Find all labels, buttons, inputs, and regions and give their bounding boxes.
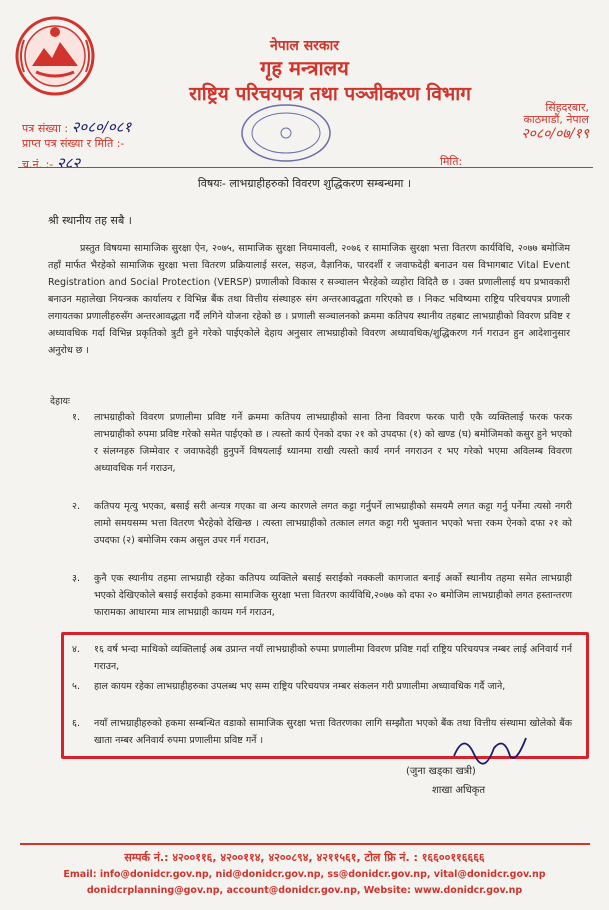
list-item: [72, 678, 572, 695]
letter-date: २०८०/०७/१९: [521, 126, 589, 142]
item-text: १६ वर्ष भन्दा माथिको व्यक्तिलाई अब उप्रान्त नयाँ लाभग्राहीको रुपमा प्रणालीमा विवरण प्रविष्ट गर्दा राष्ट्रिय परिचयपत्र नम्बर लाई अनिवार्य गर्न गराउन,: [94, 644, 572, 672]
header-government: नेपाल सरकार: [269, 38, 339, 54]
footer-email-line-2: donidcrplanning@gov.np, account@donidcr.gov.np, Website: www.donidcr.gov.np: [86, 885, 523, 896]
item-number: ५.: [72, 681, 80, 692]
footer-email-line-1: Email: info@donidcr.gov.np, nid@donidcr.gov.np, ss@donidcr.gov.np, vital@donidcr.gov.np: [63, 869, 546, 880]
signatory-title: शाखा अधिकृत: [432, 785, 486, 796]
item-number: ६.: [72, 718, 80, 729]
item-text: नयाँ लाभग्राहीहरुको हकमा सम्बन्धित वडाको सामाजिक सुरक्षा भत्ता वितरणका लागि सम्झौता भएको बैंक तथा वित्तीय संस्थामा खोलेको बैंक खाता नम्बर अनिवार्य रुपमा प्रणालीमा प्रविष्ट गर्ने ।: [94, 718, 572, 746]
addressee: श्री स्थानीय तह सबै ।: [48, 214, 132, 227]
footer-contact: सम्पर्क नं.: ४२००११६, ४२००११४, ४२००८९४, ४२११५६१, टोल फ्रि नं. : १६६००११६६६६: [124, 851, 485, 864]
item-number: १.: [72, 412, 80, 423]
item-text: कतिपय मृत्यु भएका, बसाई सरी अन्यत्र गएका वा अन्य कारणले लगत कट्टा गर्नुपर्ने लाभग्राहीको समयमै लगत कट्टा गर्नु पर्नेमा त्यसो नगरी लामो समयसम्म भत्ता वितरण भैरहेको देखिन्छ । त्यस्ता लाभग्राहीको तत्काल लगत कट्टा गरी भुक्तान भएको भत्ता रकम ऐनको दफा २१ को उपदफा (२) बमोजिम रकम असुल उपर गर्न गराउन,: [94, 501, 572, 546]
list-item: [72, 409, 572, 477]
item-text: हाल कायम रहेका लाभग्राहीहरुका उपलब्ध भए सम्म राष्ट्रिय परिचयपत्र नम्बर संकलन गरी प्रणालीमा अध्यावधिक गर्दै जाने,: [94, 681, 506, 692]
body-paragraph: प्रस्तुत विषयमा सामाजिक सुरक्षा ऐन, २०७५, सामाजिक सुरक्षा नियमावली, २०७६ र सामाजिक सुरक्षा भत्ता वितरण कार्यविधि, २०७७ बमोजिम तहाँ मार्फत भैरहेको सामाजिक सुरक्षा भत्ता वितरण प्रक्रियालाई सरल, सहज, वैज्ञानिक, पारदर्शी र जवाफदेही बनाउन यस विभागबाट Vital Event Registration and Social Protection (VERSP) प्रणालीको विकास र सञ्चालन भैरहेको व्यहोरा विदितै छ । उक्त प्रणालीलाई थप प्रभावकारी बनाउन महालेखा नियन्त्रक कार्यालय र विभिन्न बैंक तथा वित्तीय संस्थाहरु संग अन्तरआवद्धता गरिएको छ । निकट भविष्यमा राष्ट्रिय परिचयपत्र प्रणाली लगायतका प्रणालीहरुसँग अन्तरआवद्धता गर्दै लगिने योजना रहेको छ । प्रणाली सञ्चालनको क्रममा कतिपय स्थानीय तहबाट लाभग्राहीको विवरण प्रविष्ट र अध्यावधिक गर्दा विभिन्न प्रकृतिको त्रुटी हुने गरेको पाईएकोले देहाय अनुसार लाभग्राहीको विवरण अध्यावधिक/शुद्धिकरण गर्न गराउन हुन आदेशानुसार अनुरोध छ ।: [48, 243, 570, 356]
office-stamp-icon: [238, 102, 334, 164]
chalani-row: [22, 153, 80, 173]
footer-divider: [20, 843, 590, 845]
item-text: कुनै एक स्थानीय तहमा लाभग्राही रहेका कतिपय व्यक्तिले बसाई सराईको नक्कली कागजात बनाई अर्को स्थानीय तहमा समेत लाभग्राही भएको देखिएकोले बसाई सराईको हकमा सामाजिक सुरक्षा भत्ता वितरण कार्यविधि,२०७७ को दफा २० बमोजिम लाभग्राहीको लगत हस्तान्तरण फारामका आधारमा मात्र लाभग्राही कायम गर्न गराउन,: [94, 573, 572, 618]
patra-value: २०८०/०८१: [71, 118, 132, 136]
signatory-name: (जुना खड्का खत्री): [406, 766, 476, 777]
dehai-label: देहायः: [50, 396, 70, 407]
letter-subject: विषयः- लाभग्राहीहरुको विवरण शुद्धिकरण सम्बन्धमा ।: [197, 177, 412, 190]
patra-label: पत्र संख्या :: [22, 122, 69, 135]
list-item: [72, 498, 572, 549]
office-name: सिंहदरबार,: [545, 101, 589, 114]
chalani-label: च.नं. :-: [22, 158, 54, 171]
item-number: २.: [72, 501, 80, 512]
item-number: ४.: [72, 644, 80, 655]
header-department: राष्ट्रिय परिचयपत्र तथा पञ्जीकरण विभाग: [189, 83, 471, 105]
office-location: काठमाडौं, नेपाल: [523, 113, 589, 126]
chalani-value: २८२: [56, 154, 81, 172]
item-number: ३.: [72, 573, 80, 584]
item-text: लाभग्राहीको विवरण प्रणालीमा प्रविष्ट गर्ने क्रममा कतिपय लाभग्राहीको साना तिना विवरण फरक पारी एकै व्यक्तिलाई फरक फरक लाभग्राहीको रुपमा प्रविष्ट गरेको समेत पाईएको छ । त्यस्तो कार्य ऐनको दफा २१ को उपदफा (१) को खण्ड (घ) बमोजिमको कसुर हुने भएको र संलग्नहरु जिम्मेवार र जवाफदेही हुनुपर्ने विषयलाई ध्यानमा राखी त्यस्तो कार्य नगर्न नगराउन र भए गरेको भएमा अविलम्ब विवरण अध्यावधिक गर्न गराउन,: [94, 412, 572, 474]
prapta-label: प्राप्त पत्र संख्या र मिति :-: [22, 137, 125, 150]
list-item: [72, 570, 572, 621]
miti-label: मिति:: [440, 155, 463, 168]
header-ministry: गृह मन्त्रालय: [260, 56, 349, 80]
header-divider: [18, 167, 593, 168]
signature-icon: [450, 726, 530, 766]
list-item: [72, 641, 572, 675]
patra-number-row: [22, 117, 131, 137]
